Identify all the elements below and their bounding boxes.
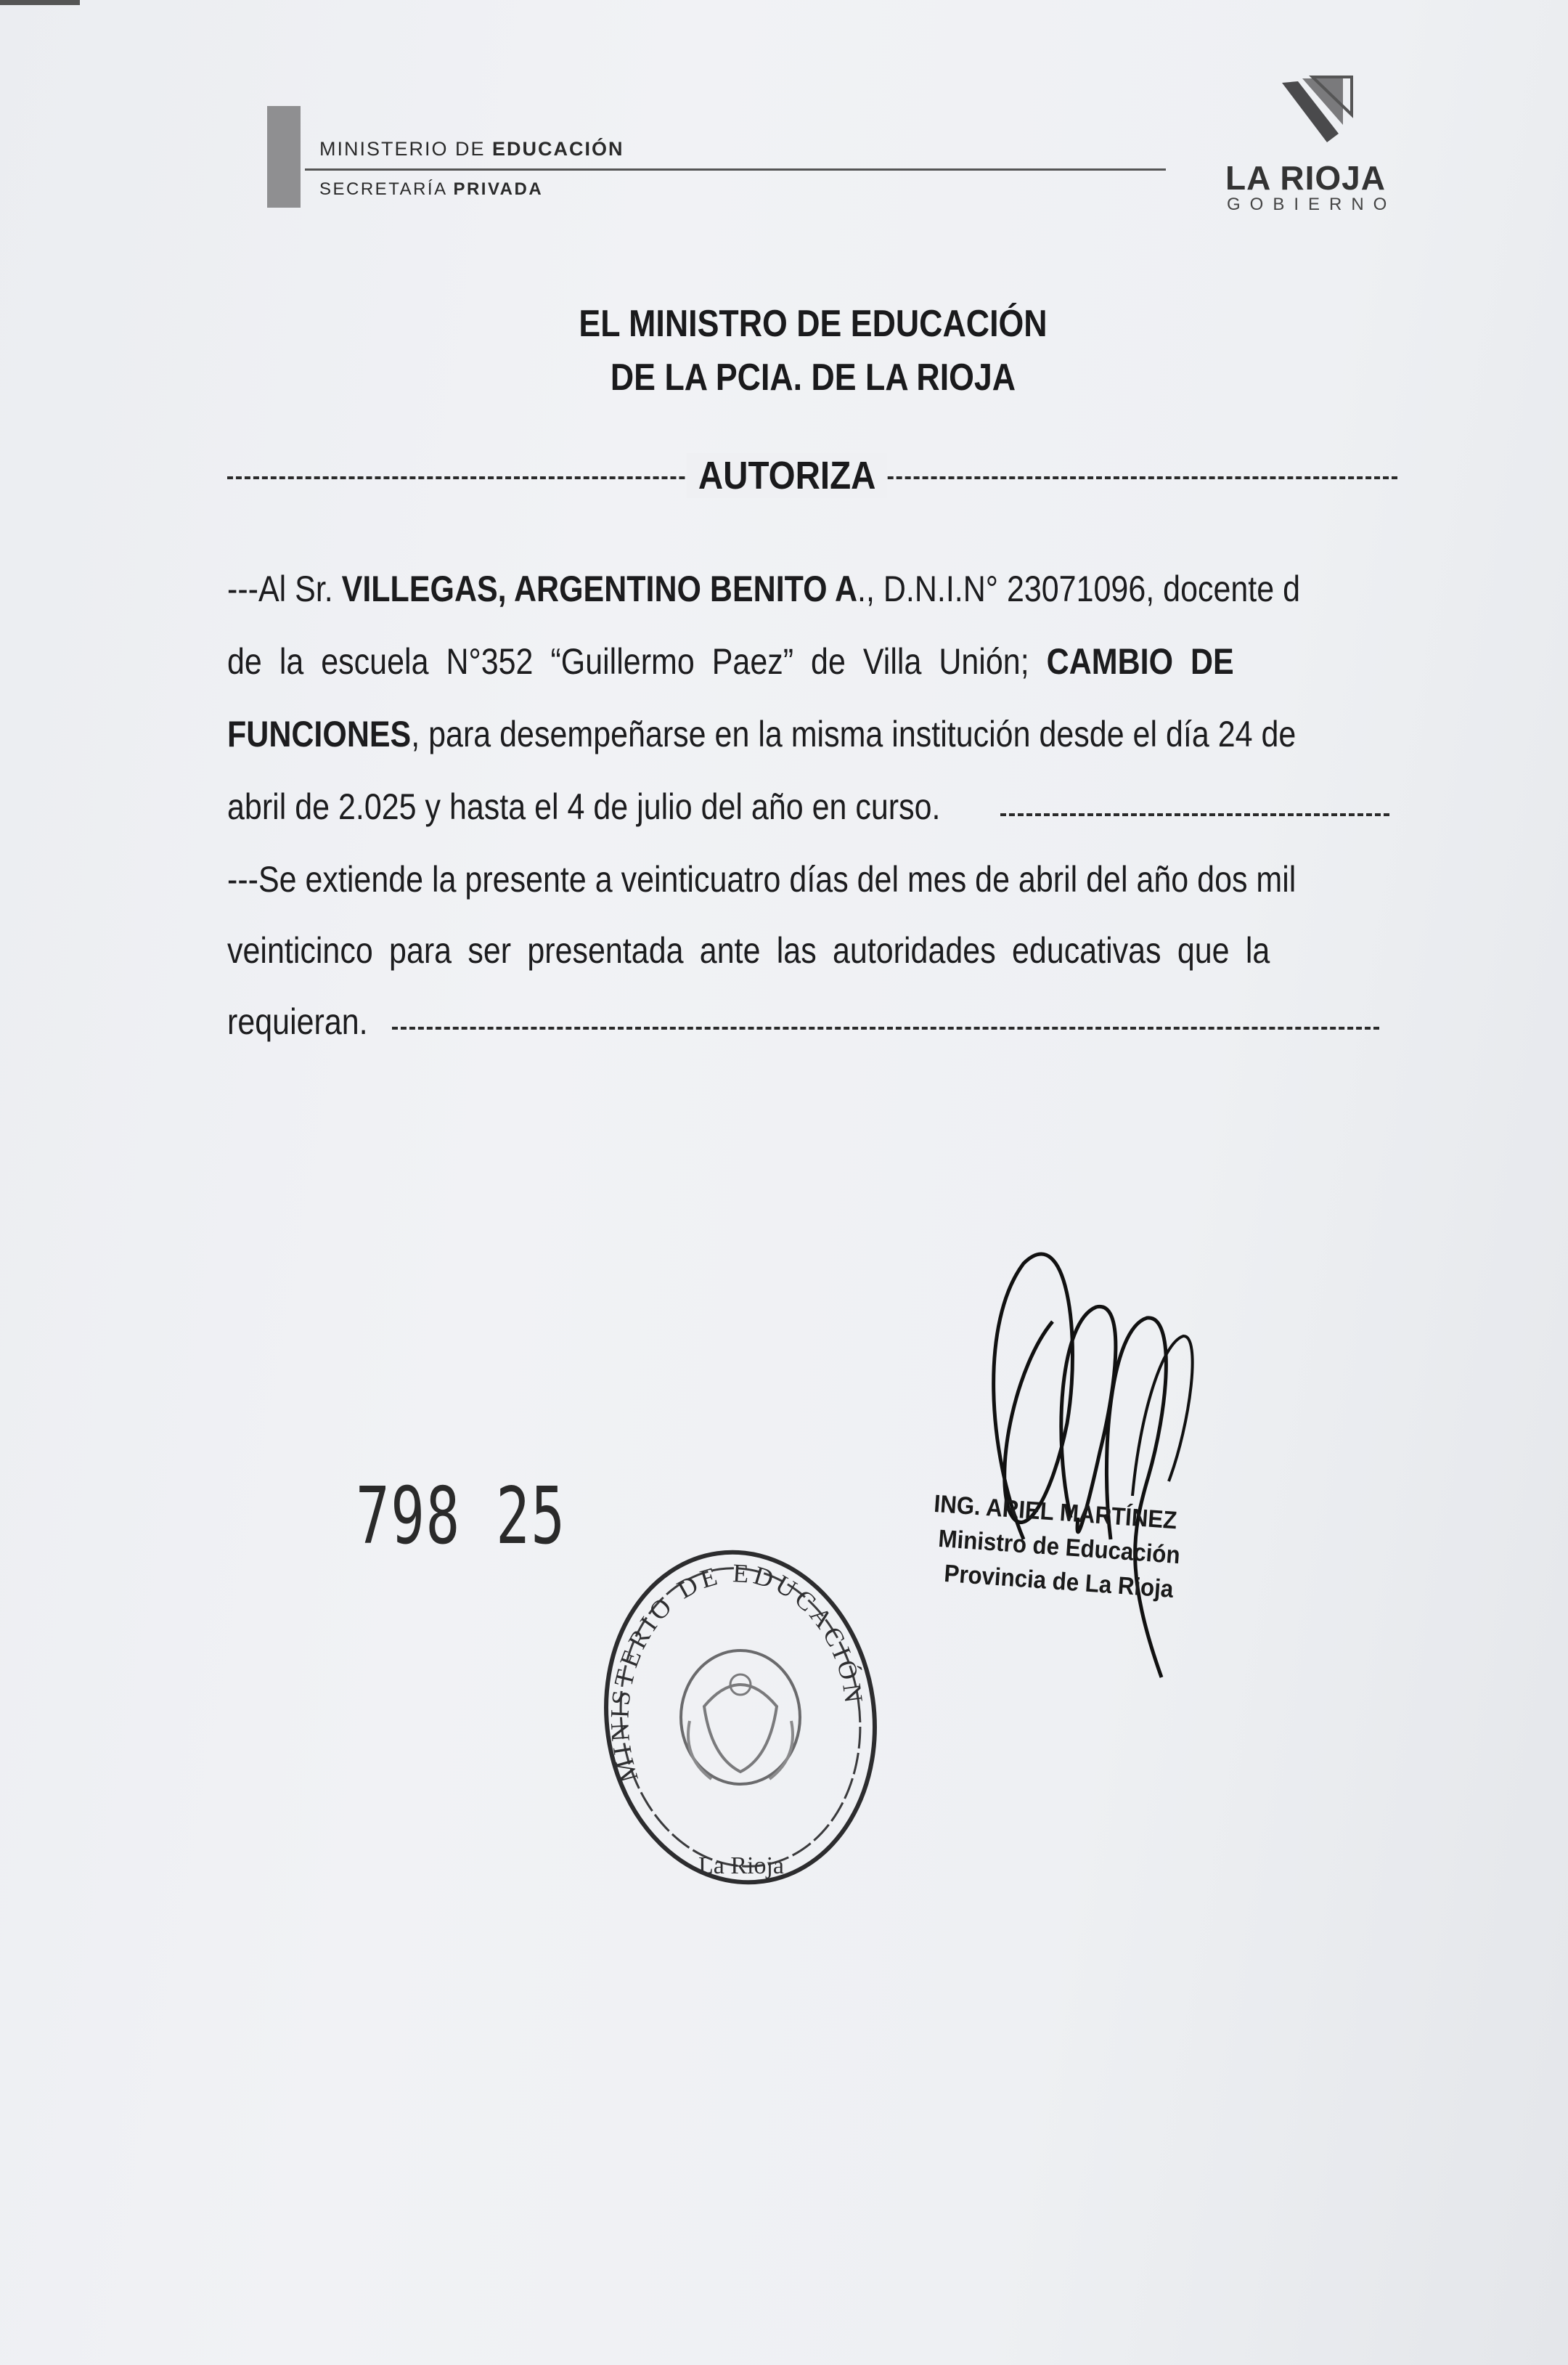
stamp-arc-text: MINISTERIO DE EDUCACIÓN [605,1558,870,1786]
body-line-2 [227,640,1234,683]
body-line-3 [227,713,1296,755]
header-secretary-prefix: SECRETARÍA [319,179,447,199]
body-line-4: abril de 2.025 y hasta el 4 de julio del año en curso. [227,786,941,827]
stamp-location: La Rioja [698,1852,785,1879]
change-of-duties-bold: CAMBIO DE [1046,641,1234,682]
header-ministry-bold: EDUCACIÓN [492,138,624,160]
body-line-2-text: de la escuela N°352 “Guillermo Paez” de Villa Unión; [227,641,1029,682]
header-secretary-bold: PRIVADA [453,179,544,199]
document-title-line2: DE LA PCIA. DE LA RIOJA [610,357,1016,399]
page-corner-mark [0,0,80,5]
teacher-name: VILLEGAS, ARGENTINO BENITO A [341,569,858,609]
authorizes-label: AUTORIZA [687,453,887,498]
body-line-1 [227,568,1300,610]
signatory-role: Ministro de Educación [937,1525,1181,1570]
header-ministry [319,138,624,160]
document-title-line1: EL MINISTRO DE EDUCACIÓN [579,303,1048,345]
body-line-3-post: , para desempeñarse en la misma institución desde el día 24 de [411,714,1297,754]
logo-subtitle: GOBIERNO [1227,195,1397,214]
body-line-1-pre: ---Al Sr. [227,569,342,609]
body-line-1-post: ., D.N.I.N° 23071096, docente d [857,569,1301,609]
body-line-7: requieran. [227,1001,368,1042]
functions-bold: FUNCIONES [227,714,412,754]
ministry-seal-stamp-icon [595,1539,886,1895]
la-rioja-logo-icon [1276,73,1356,154]
header-ministry-prefix: MINISTERIO DE [319,138,486,160]
handwritten-signature-icon [944,1234,1249,1699]
header-divider [305,168,1166,171]
body-line-7-dash-fill [392,1027,1379,1030]
body-line-5: ---Se extiende la presente a veinticuatro días del mes de abril del año dos mil [227,859,1297,900]
reference-number: 798 25 [356,1471,566,1562]
signatory-name: ING. ARIEL MARTÍNEZ [933,1490,1178,1535]
body-line-4-dash-fill [1000,813,1389,816]
signatory-province: Provincia de La Rioja [943,1560,1175,1603]
header-secretary [319,179,543,200]
logo-name: LA RIOJA [1225,159,1386,197]
header-accent-bar [267,106,301,208]
body-line-6: veinticinco para ser presentada ante las autoridades educativas que la [227,930,1270,971]
